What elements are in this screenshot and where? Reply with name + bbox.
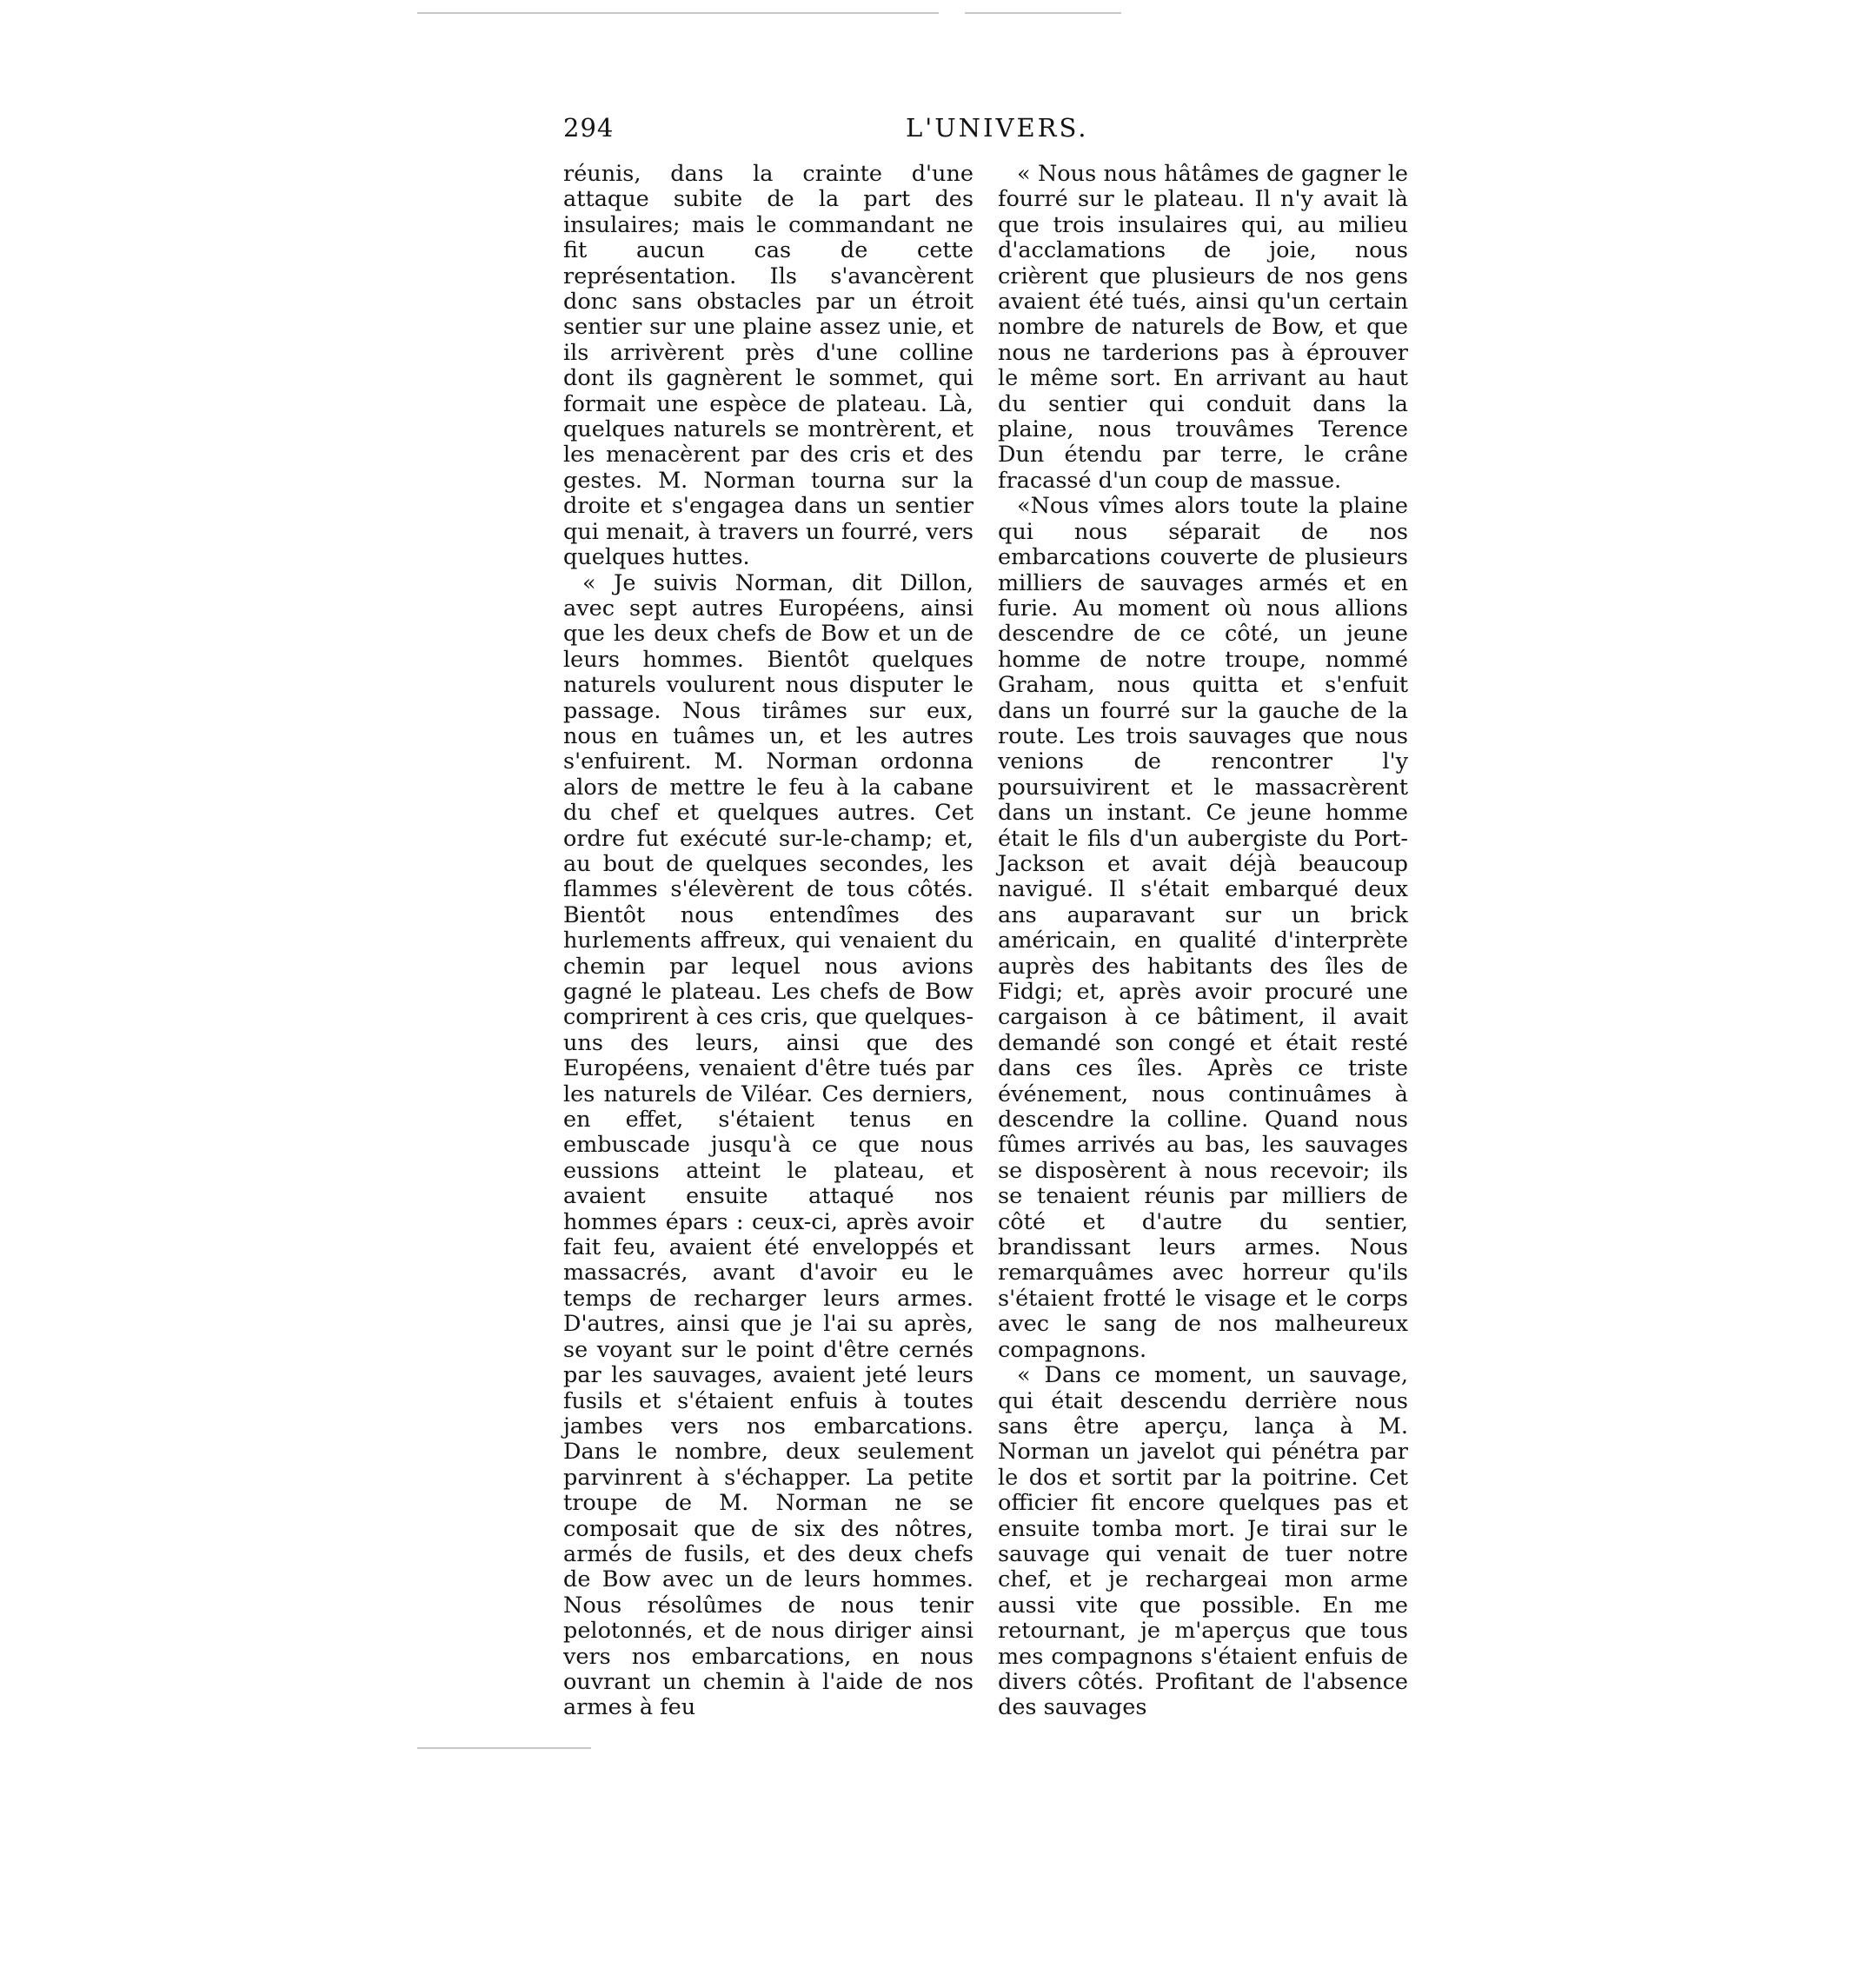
page-number: 294	[563, 113, 615, 143]
scan-artifact-top-right	[965, 12, 1121, 14]
text-column-right	[998, 162, 1408, 1721]
scan-artifact-bottom	[417, 1747, 591, 1749]
paragraph: «Nous vîmes alors toute la plaine qui nous séparait de nos embarcations couverte de plusieurs milliers de sauvages armés et en furie. Au moment où nous allions descendre de ce côté, un jeune homme de notre troupe, nommé Graham, nous quitta et s'enfuit dans un fourré sur la gauche de la route. Les trois sauvages que nous venions de rencontrer l'y poursuivirent et le massacrèrent dans un instant. Ce jeune homme était le fils d'un aubergiste du Port-Jackson et avait déjà beaucoup navigué. Il s'était embarqué deux ans auparavant sur un brick américain, en qualité d'interprète auprès des habitants des îles de Fidgi; et, après avoir procuré une cargaison à ce bâtiment, il avait demandé son congé et était resté dans ces îles. Après ce triste événement, nous continuâmes à descendre la colline. Quand nous fûmes arrivés au bas, les sauvages se disposèrent à nous recevoir; ils se tenaient réunis par milliers de côté et d'autre du sentier, brandissant leurs armes. Nous remarquâmes avec horreur qu'ils s'étaient frotté le visage et le corps avec le sang de nos malheureux compagnons.	[998, 493, 1408, 1363]
paragraph: « Je suivis Norman, dit Dillon, avec sept autres Européens, ainsi que les deux chefs de Bow et un de leurs hommes. Bientôt quelques naturels voulurent nous disputer le passage. Nous tirâmes sur eux, nous en tuâmes un, et les autres s'enfuirent. M. Norman ordonna alors de mettre le feu à la cabane du chef et quelques autres. Cet ordre fut exécuté sur-le-champ; et, au bout de quelques secondes, les flammes s'élevèrent de tous côtés. Bientôt nous entendîmes des hurlements affreux, qui venaient du chemin par lequel nous avions gagné le plateau. Les chefs de Bow comprirent à ces cris, que quelques-uns des leurs, ainsi que des Européens, venaient d'être tués par les naturels de Viléar. Ces derniers, en effet, s'étaient tenus en embuscade jusqu'à ce que nous eussions atteint le plateau, et avaient ensuite attaqué nos hommes épars : ceux-ci, après avoir fait feu, avaient été enveloppés et massacrés, avant d'avoir eu le temps de recharger leurs armes. D'autres, ainsi que je l'ai su après, se voyant sur le point d'être cernés par les sauvages, avaient jeté leurs fusils et s'étaient enfuis à toutes jambes vers nos embarcations. Dans le nombre, deux seulement parvinrent à s'échapper. La petite troupe de M. Norman ne se composait que de six des nôtres, armés de fusils, et des deux chefs de Bow avec un de leurs hommes. Nous résolûmes de nous tenir pelotonnés, et de nous diriger ainsi vers nos embarcations, en nous ouvrant un chemin à l'aide de nos armes à feu	[563, 569, 974, 1721]
text-column-left	[563, 162, 974, 1721]
paragraph: réunis, dans la crainte d'une attaque subite de la part des insulaires; mais le commandant ne fit aucun cas de cette représentation. Ils s'avancèrent donc sans obstacles par un étroit sentier sur une plaine assez unie, et ils arrivèrent près d'une colline dont ils gagnèrent le sommet, qui formait une espèce de plateau. Là, quelques naturels se montrèrent, et les menacèrent par des cris et des gestes. M. Norman tourna sur la droite et s'engagea dans un sentier qui menait, à travers un fourré, vers quelques huttes.	[563, 161, 974, 571]
running-title: L'UNIVERS.	[906, 113, 1089, 143]
scan-artifact-top	[417, 12, 939, 14]
paragraph: « Nous nous hâtâmes de gagner le fourré sur le plateau. Il n'y avait là que trois insulaires qui, au milieu d'acclamations de joie, nous crièrent que plusieurs de nos gens avaient été tués, ainsi qu'un certain nombre de naturels de Bow, et que nous ne tarderions pas à éprouver le même sort. En arrivant au haut du sentier qui conduit dans la plaine, nous trouvâmes Terence Dun étendu par terre, le crâne fracassé d'un coup de massue.	[998, 161, 1408, 494]
paragraph: « Dans ce moment, un sauvage, qui était descendu derrière nous sans être aperçu, lança à M. Norman un javelot qui pénétra par le dos et sortit par la poitrine. Cet officier fit encore quelques pas et ensuite tomba mort. Je tirai sur le sauvage qui venait de tuer notre chef, et je rechargeai mon arme aussi vite que possible. En me retournant, je m'aperçus que tous mes compagnons s'étaient enfuis de divers côtés. Profitant de l'absence des sauvages	[998, 1362, 1408, 1721]
